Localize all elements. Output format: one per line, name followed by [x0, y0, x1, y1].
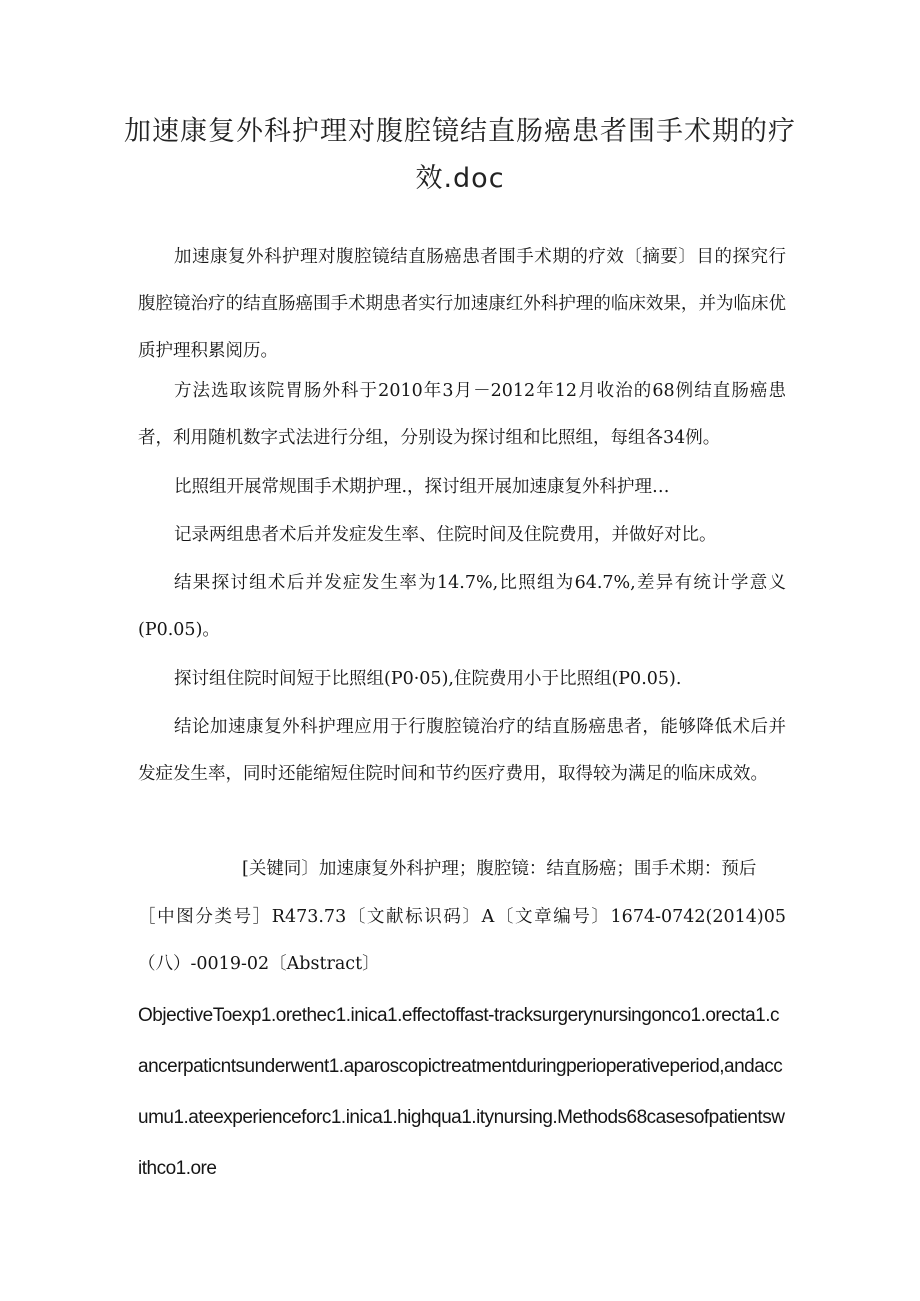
groups-paragraph: 比照组开展常规围手术期护理.，探讨组开展加速康复外科护理… [174, 477, 670, 497]
abstract-objective-paragraph: 加速康复外科护理对腹腔镜结直肠癌患者围手术期的疗效〔摘要〕目的探究行腹腔镜治疗的结直肠癌围手术期患者实行加速康红外科护理的临床效果，并为临床优质护理积累阅历。 [138, 247, 786, 361]
records-paragraph: 记录两组患者术后并发症发生率、住院时间及住院费用，并做好对比。 [174, 525, 717, 545]
methods-paragraph: 方法选取该院胃肠外科于2010年3月－2012年12月收治的68例结直肠癌患者，利用随机数字式法进行分组，分别设为探讨组和比照组，每组各34例。 [138, 381, 786, 448]
conclusion-paragraph: 结论加速康复外科护理应用于行腹腔镜治疗的结直肠癌患者，能够降低术后并发症发生率，同时还能缩短住院时间和节约医疗费用，取得较为满足的临床成效。 [138, 717, 786, 784]
english-abstract-paragraph: ObjectiveToexp1.orethec1.inica1.effectoffast-tracksurgerynursingonco1.orecta1.cancerpaticntsunderwent1.aparoscopictreatmentduringperioperativeperiod,andaccumu1.ateexperienceforc1.inica1.highqua1.itynursing.Methods68casesofpatientswithco1.ore [138, 1005, 785, 1179]
classification-paragraph: ［中图分类号］R473.73〔文献标识码〕A〔文章编号〕1674-0742(2014)05（八）-0019-02〔Abstract〕 [138, 907, 786, 974]
keywords-paragraph: [关键同〕加速康复外科护理；腹腔镜：结直肠癌；围手术期：预后 [242, 859, 757, 879]
document-title: 加速康复外科护理对腹腔镜结直肠癌患者围手术期的疗效.doc [124, 116, 796, 194]
hospital-stay-paragraph: 探讨组住院时间短于比照组(P0·05),住院费用小于比照组(P0.05). [174, 669, 682, 689]
results-paragraph: 结果探讨组术后并发症发生率为14.7%,比照组为64.7%,差异有统计学意义(P0.05)。 [138, 573, 786, 640]
